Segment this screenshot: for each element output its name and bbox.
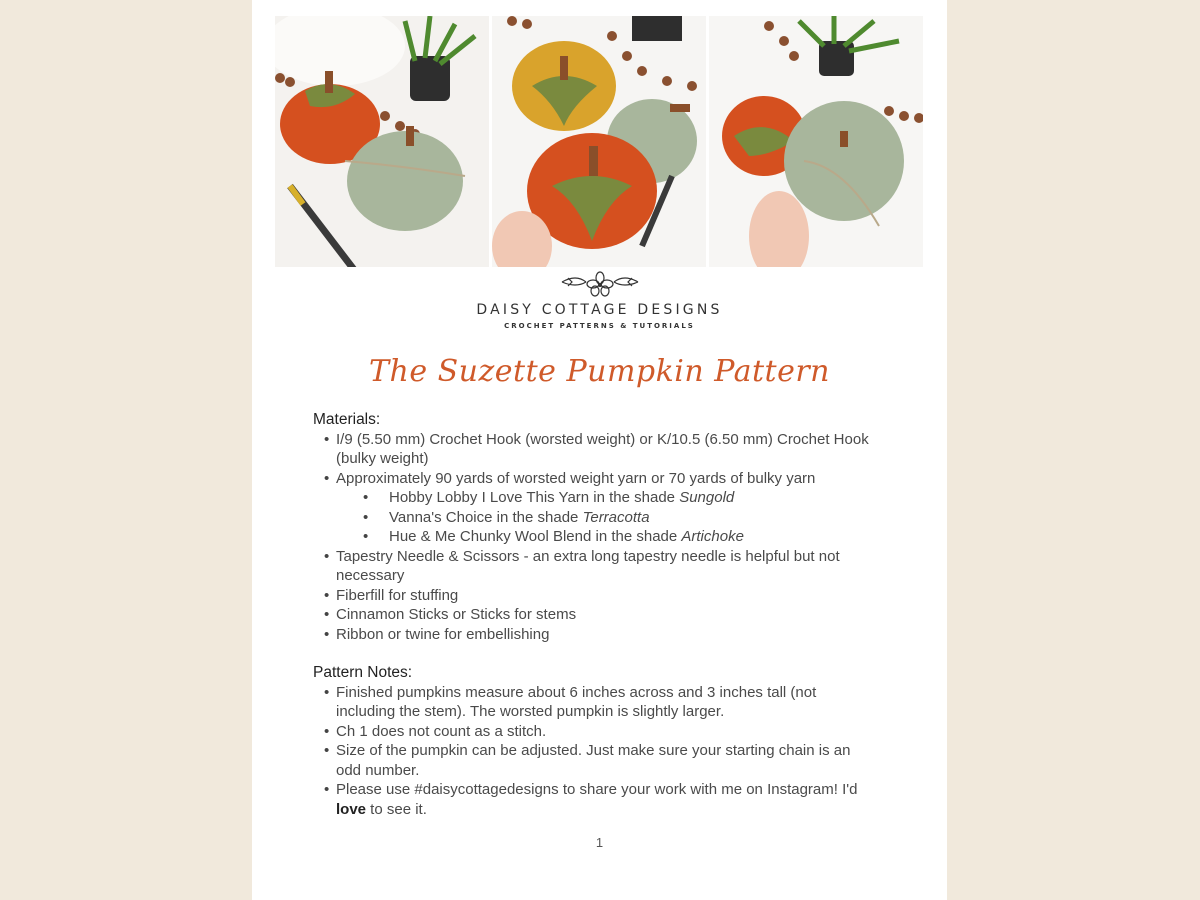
yarn-text: Hobby Lobby I Love This Yarn in the shade bbox=[389, 489, 680, 506]
list-item: • I/9 (5.50 mm) Crochet Hook (worsted weight) or K/10.5 (6.50 mm) Crochet Hook (bulky weight) bbox=[313, 430, 873, 469]
photo-strip bbox=[275, 16, 923, 267]
list-item: • Tapestry Needle & Scissors - an extra long tapestry needle is helpful but not necessary bbox=[313, 547, 873, 586]
materials-heading: Materials: bbox=[313, 411, 381, 428]
list-item: • Ribbon or twine for embellishing bbox=[313, 625, 873, 645]
brand-logo bbox=[252, 268, 947, 330]
yarn-shade: Sungold bbox=[679, 489, 735, 506]
notes-list bbox=[313, 683, 873, 820]
pattern-content bbox=[313, 410, 873, 819]
notes-heading: Pattern Notes: bbox=[313, 664, 413, 681]
pumpkin-photo-icon bbox=[492, 16, 706, 267]
yarn-shade: Terracotta bbox=[582, 508, 650, 526]
list-item bbox=[313, 527, 873, 547]
spacer bbox=[313, 644, 873, 663]
yarn-text: Hue & Me Chunky Wool Blend in the shade bbox=[389, 528, 682, 545]
list-item bbox=[313, 488, 873, 508]
pumpkin-photo-icon bbox=[709, 16, 923, 267]
note-emphasis: love bbox=[336, 800, 367, 818]
pumpkin-photo-icon bbox=[275, 16, 489, 267]
materials-list bbox=[313, 430, 873, 645]
yarn-shade: Artichoke bbox=[681, 528, 744, 545]
note-text: Please use #daisycottagedesigns to share your work with me on Instagram! I'd bbox=[336, 781, 858, 798]
page-number: 1 bbox=[595, 835, 604, 850]
daisy-flower-icon bbox=[558, 270, 642, 298]
list-item: • Fiberfill for stuffing bbox=[313, 586, 873, 606]
list-item: • Approximately 90 yards of worsted weight yarn or 70 yards of bulky yarn bbox=[313, 469, 873, 489]
list-item: • Ch 1 does not count as a stitch. bbox=[313, 722, 873, 742]
pattern-title: The Suzette Pumpkin Pattern bbox=[369, 354, 830, 389]
list-item: • Size of the pumpkin can be adjusted. Just make sure your starting chain is an odd number. bbox=[313, 741, 873, 780]
list-item bbox=[313, 780, 873, 819]
yarn-text: Vanna's Choice in the shade bbox=[389, 508, 583, 526]
list-item bbox=[313, 508, 873, 528]
brand-tagline: CROCHET PATTERNS & TUTORIALS bbox=[504, 322, 695, 330]
list-item: • Cinnamon Sticks or Sticks for stems bbox=[313, 605, 873, 625]
list-item: • Finished pumpkins measure about 6 inches across and 3 inches tall (not including the stem). The worsted pumpkin is slightly larger. bbox=[313, 683, 873, 722]
document-page bbox=[252, 0, 947, 900]
note-text: to see it. bbox=[366, 800, 427, 818]
brand-name: DAISY COTTAGE DESIGNS bbox=[476, 302, 723, 318]
